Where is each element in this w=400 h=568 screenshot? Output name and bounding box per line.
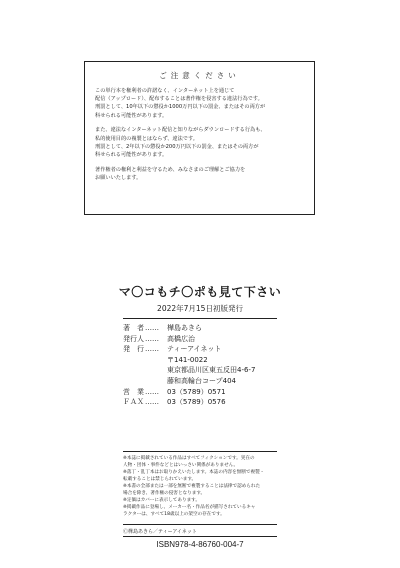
fax-row: [123, 397, 283, 408]
middle-divider: [123, 451, 277, 452]
sales-phone: 03（5789）0571: [167, 387, 226, 396]
publisher-leader: ……: [145, 345, 159, 354]
note-line: 人物・団体・事件などとはいっさい関係がありません。: [123, 463, 239, 468]
note-line: 転載することは禁じられています。: [123, 477, 197, 482]
address-line: 東京都品川区東五反田4-6-7: [167, 366, 256, 375]
notice-line: 刑罰として、10年以下の懲役か1000万円以下の罰金、またはその両方が: [95, 104, 266, 111]
notice-line: 科せられる可能性があります。: [95, 151, 168, 158]
notice-line: 配信（アップロード）、配布することは著作権を侵害する違法行為です。: [95, 96, 263, 103]
sales-row: [123, 387, 283, 398]
note-line: ※掲載作品に登場し、メーカー名・作品名が描写されているキャ: [123, 505, 256, 510]
note-line: ※本書の全部または一部を無断で複製することは法律で認められた: [123, 484, 261, 489]
fax-number: 03（5789）0576: [167, 398, 226, 407]
notice-paragraph: [95, 126, 306, 159]
address-row: [123, 365, 283, 376]
sales-label: 営 業: [123, 387, 144, 396]
footer-divider: [123, 536, 277, 537]
notice-paragraph: [95, 87, 306, 120]
legal-notes: [123, 455, 283, 518]
notice-line: この単行本を権利者の許諾なく、インターネット上を通じて: [95, 88, 235, 94]
isbn: ISBN978-4-86760-004-7: [156, 540, 244, 549]
publisher-row: [123, 344, 283, 355]
issuer-leader: ……: [145, 334, 159, 343]
notice-line: 科せられる可能性があります。: [95, 112, 168, 119]
author-name: 樺島あきら: [167, 324, 202, 332]
note-line: ラクターは、すべて18歳以上の架空の存在です。: [123, 512, 225, 517]
fax-leader: ……: [145, 398, 159, 407]
notice-line: また、違法なインターネット配信と知りながらダウンロードする行為も、: [95, 127, 266, 134]
copyright-line: Ⓒ樺島あきら／ティーアイネット: [123, 529, 197, 535]
notice-title: ご注意ください: [159, 71, 240, 80]
publisher-label: 発 行: [123, 345, 144, 354]
notice-paragraph: [95, 166, 306, 182]
author-row: [123, 323, 283, 334]
author-label: 著 者: [123, 324, 144, 332]
issuer-name: 高橋広治: [167, 334, 195, 343]
notice-box: [84, 61, 315, 215]
note-line: ※本誌に掲載されている作品はすべてフィクションです。実在の: [123, 456, 255, 461]
notice-line: 私的使用目的の複製とはならず、違法です。: [95, 135, 198, 142]
fax-label: ＦＡＸ: [123, 398, 144, 407]
edition-date: 2022年7月15日初版発行: [157, 304, 243, 313]
notice-body: [95, 87, 306, 189]
note-line: ※落丁・乱丁本はお取りかえいたします。本誌の内容を無断で複製・: [123, 470, 265, 475]
notice-line: お願いいたします。: [95, 174, 142, 181]
sales-leader: ……: [145, 387, 159, 396]
author-leader: ……: [145, 324, 159, 332]
postal-code: 〒141-0022: [167, 355, 208, 364]
address-row: [123, 376, 283, 387]
colophon: [123, 323, 283, 408]
address-row: [123, 355, 283, 366]
building-line: 藤和高輪台コープ404: [167, 376, 237, 385]
book-title: マ〇コもチ〇ポも見て下さい: [118, 285, 282, 299]
notice-line: 著作権者の権利と利益を守るため、みなさまのご理解とご協力を: [95, 166, 246, 173]
note-line: 場合を除き、著作権の侵害となります。: [123, 491, 206, 496]
bottom-divider: [123, 524, 277, 525]
publisher-name: ティーアイネット: [167, 345, 222, 354]
issuer-row: [123, 334, 283, 345]
issuer-label: 発行人: [123, 334, 144, 343]
top-divider: [123, 318, 277, 319]
note-line: ※定価はカバーに表示してあります。: [123, 498, 200, 503]
notice-line: 刑罰として、2年以下の懲役か200万円以下の罰金、またはその両方が: [95, 143, 259, 150]
